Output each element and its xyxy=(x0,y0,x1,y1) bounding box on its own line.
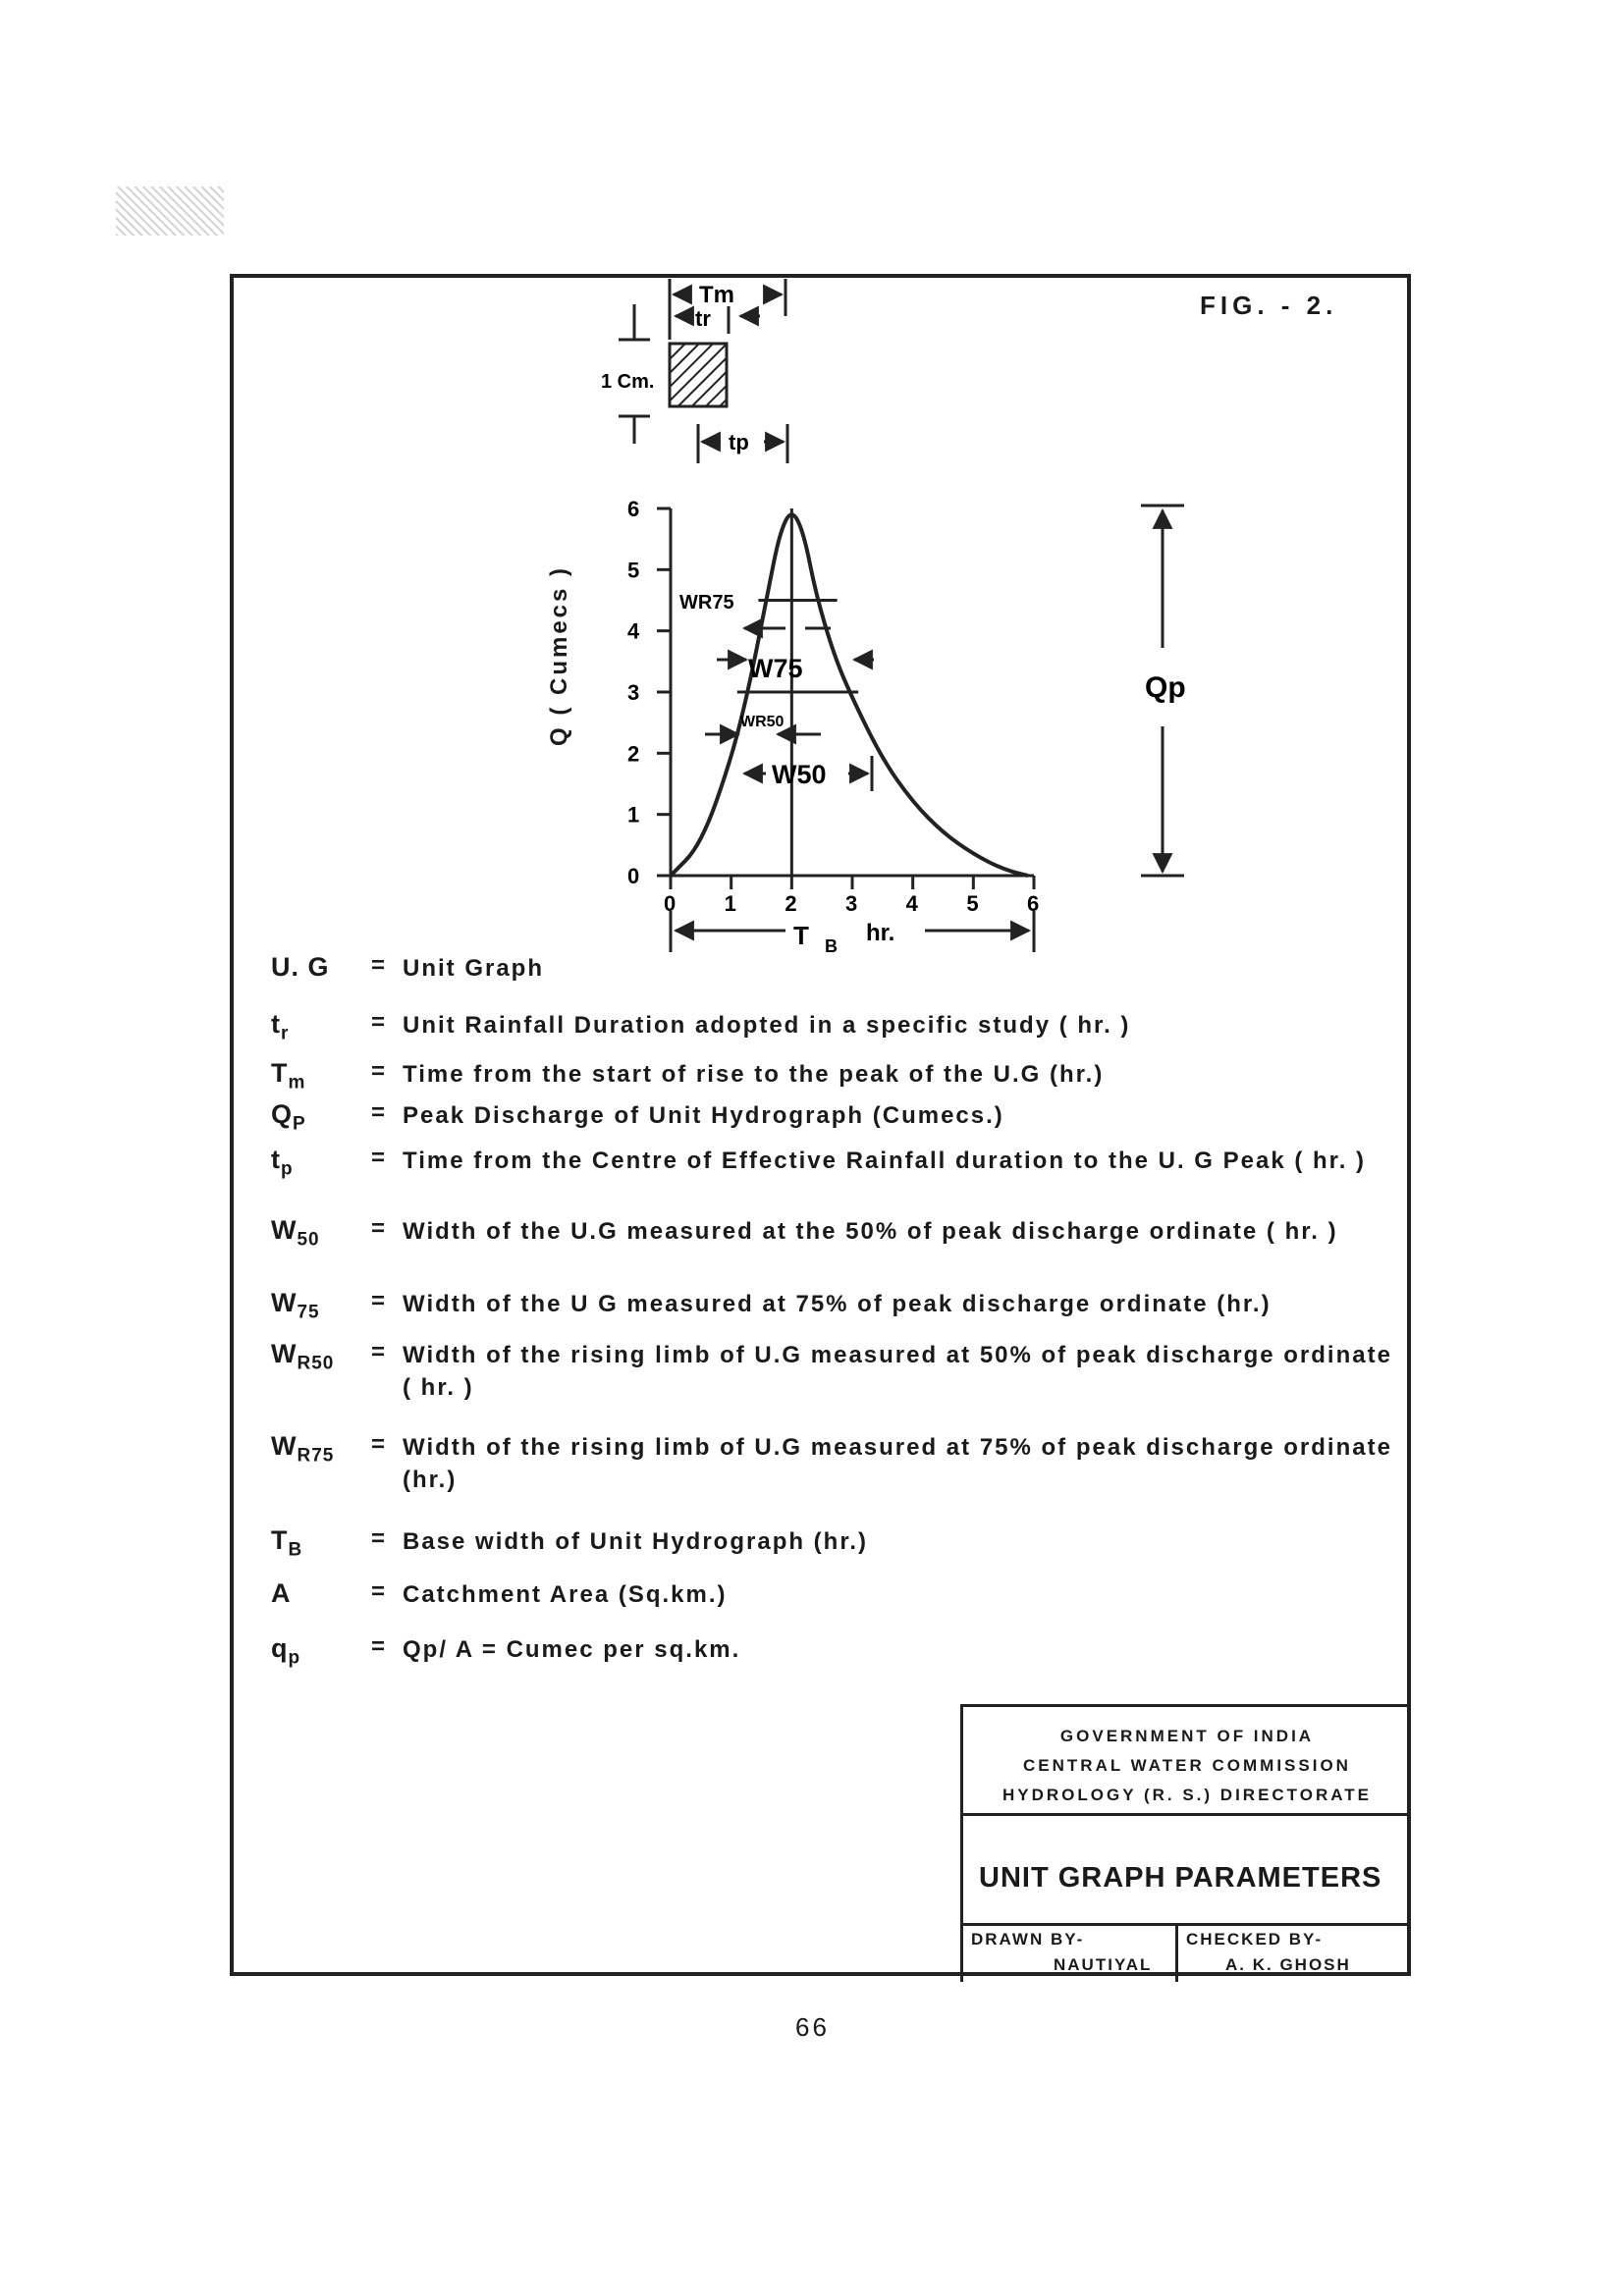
definition-symbol-subscript: p xyxy=(281,1158,294,1180)
tb-subscript: B xyxy=(825,936,838,956)
definition-text: Peak Discharge of Unit Hydrograph (Cumecs.) xyxy=(403,1102,1004,1129)
org-line-2: CENTRAL WATER COMMISSION xyxy=(1023,1756,1351,1775)
definition-symbol-subscript: B xyxy=(288,1539,303,1561)
definition-symbol xyxy=(271,1578,292,1614)
wr50-label: WR50 xyxy=(740,714,785,730)
x-tick-label: 5 xyxy=(966,891,979,916)
definition-symbol-text: A xyxy=(271,1578,292,1608)
definition-text: Unit Graph xyxy=(403,955,544,982)
definition-symbol-text: t xyxy=(271,1145,281,1174)
page-number: 66 xyxy=(795,2012,830,2042)
definition-equals: = xyxy=(371,1578,386,1605)
definition-symbol-subscript: R75 xyxy=(297,1445,335,1467)
definition-symbol xyxy=(271,1099,306,1135)
y-tick-label: 4 xyxy=(627,618,640,644)
x-tick-label: 3 xyxy=(845,891,858,916)
org-line-1: GOVERNMENT OF INDIA xyxy=(1059,1727,1315,1745)
w75-label: W75 xyxy=(748,654,803,683)
org-line-3: HYDROLOGY (R. S.) DIRECTORATE xyxy=(1001,1786,1373,1804)
tb-dimension xyxy=(671,911,1034,952)
definition-text: Base width of Unit Hydrograph (hr.) xyxy=(403,1528,869,1555)
definition-text: Catchment Area (Sq.km.) xyxy=(403,1581,728,1608)
definition-symbol-subscript: P xyxy=(293,1113,306,1135)
drawn-by-label: DRAWN BY- xyxy=(971,1930,1085,1949)
definition-symbol xyxy=(271,1525,302,1561)
definition-text: Time from the start of rise to the peak of the U.G (hr.) xyxy=(403,1061,1105,1088)
y-tick-label: 0 xyxy=(627,864,640,888)
definition-equals: = xyxy=(371,1099,386,1126)
figure-label: FIG. - 2. xyxy=(1200,291,1338,320)
definition-text: Qp/ A = Cumec per sq.km. xyxy=(403,1636,741,1663)
rainfall-block xyxy=(670,344,727,406)
x-axis-ticks xyxy=(664,876,1039,916)
checked-by-name: A. K. GHOSH xyxy=(1225,1955,1351,1974)
x-tick-label: 6 xyxy=(1027,891,1040,916)
y-tick-label: 3 xyxy=(627,680,640,705)
tr-dimension xyxy=(676,306,760,334)
definition-equals: = xyxy=(371,1431,386,1458)
definition-symbol xyxy=(271,1633,300,1669)
title-block-title-cell xyxy=(963,1813,1411,1926)
title-block xyxy=(960,1704,1411,1982)
rain-block-label: 1 Cm. xyxy=(601,371,655,393)
definition-symbol xyxy=(271,1009,289,1044)
x-tick-label: 0 xyxy=(664,891,677,916)
definition-symbol-subscript: p xyxy=(288,1647,301,1669)
definition-symbol-text: t xyxy=(271,1009,281,1039)
definition-symbol xyxy=(271,1145,294,1180)
tb-label: T xyxy=(793,921,809,950)
definition-symbol-text: q xyxy=(271,1633,289,1663)
definition-symbol xyxy=(271,1058,305,1094)
drawn-by-cell xyxy=(963,1926,1178,1982)
definition-symbol xyxy=(271,1288,320,1323)
definition-symbol-text: U. G xyxy=(271,952,330,982)
definition-symbol-subscript: 50 xyxy=(297,1229,320,1251)
definition-equals: = xyxy=(371,952,386,979)
definition-symbol-subscript: R50 xyxy=(297,1353,335,1374)
tp-label: tp xyxy=(729,430,749,454)
definition-symbol-text: W xyxy=(271,1339,298,1368)
x-tick-label: 1 xyxy=(724,891,736,916)
definition-text: Width of the rising limb of U.G measured at 50% of peak discharge ordinate ( hr. ) xyxy=(403,1342,1392,1401)
tm-label: Tm xyxy=(699,282,734,308)
tb-unit: hr. xyxy=(866,920,895,946)
y-tick-label: 6 xyxy=(627,497,640,521)
y-axis-title: Q ( Cumecs ) xyxy=(546,564,572,746)
x-tick-label: 4 xyxy=(905,891,918,916)
tr-label: tr xyxy=(695,306,711,331)
qp-label: Qp xyxy=(1145,671,1186,704)
definition-symbol-text: W xyxy=(271,1288,298,1317)
title-block-organization xyxy=(963,1707,1411,1816)
definition-symbol-text: W xyxy=(271,1215,298,1245)
definition-equals: = xyxy=(371,1525,386,1552)
definition-symbol xyxy=(271,1431,334,1467)
y-tick-label: 1 xyxy=(627,802,640,828)
definition-symbol xyxy=(271,1215,320,1251)
drawing-title: UNIT GRAPH PARAMETERS xyxy=(979,1862,1382,1894)
x-tick-label: 2 xyxy=(785,891,797,916)
definition-symbol-subscript: 75 xyxy=(297,1302,320,1323)
w50-label: W50 xyxy=(772,760,827,789)
definition-text: Width of the rising limb of U.G measured at 75% of peak discharge ordinate (hr.) xyxy=(403,1434,1392,1493)
definition-equals: = xyxy=(371,1145,386,1171)
definition-equals: = xyxy=(371,1058,386,1085)
drawn-by-name: NAUTIYAL xyxy=(1054,1955,1153,1974)
definition-equals: = xyxy=(371,1009,386,1036)
definition-text: Time from the Centre of Effective Rainfall duration to the U. G Peak ( hr. ) xyxy=(403,1148,1367,1174)
y-tick-label: 5 xyxy=(627,558,640,583)
wr75-label: WR75 xyxy=(679,592,734,614)
definition-symbol xyxy=(271,952,330,988)
definition-symbol-text: W xyxy=(271,1431,298,1461)
checked-by-label: CHECKED BY- xyxy=(1186,1930,1324,1949)
definition-text: Unit Rainfall Duration adopted in a specific study ( hr. ) xyxy=(403,1012,1131,1039)
definition-symbol-text: T xyxy=(271,1525,289,1555)
definition-equals: = xyxy=(371,1339,386,1365)
definition-equals: = xyxy=(371,1633,386,1660)
definition-symbol-text: T xyxy=(271,1058,289,1088)
definition-symbol-text: Q xyxy=(271,1099,294,1129)
checked-by-cell xyxy=(1178,1926,1411,1982)
definition-text: Width of the U G measured at 75% of peak discharge ordinate (hr.) xyxy=(403,1291,1272,1317)
y-axis-ticks xyxy=(627,497,671,888)
definition-symbol-subscript: r xyxy=(281,1023,290,1044)
definition-equals: = xyxy=(371,1215,386,1242)
hydrograph-curve xyxy=(671,514,1028,876)
definition-symbol-subscript: m xyxy=(288,1072,306,1094)
definition-text: Width of the U.G measured at the 50% of peak discharge ordinate ( hr. ) xyxy=(403,1218,1338,1245)
definition-symbol xyxy=(271,1339,334,1374)
y-tick-label: 2 xyxy=(627,741,640,767)
definition-equals: = xyxy=(371,1288,386,1314)
